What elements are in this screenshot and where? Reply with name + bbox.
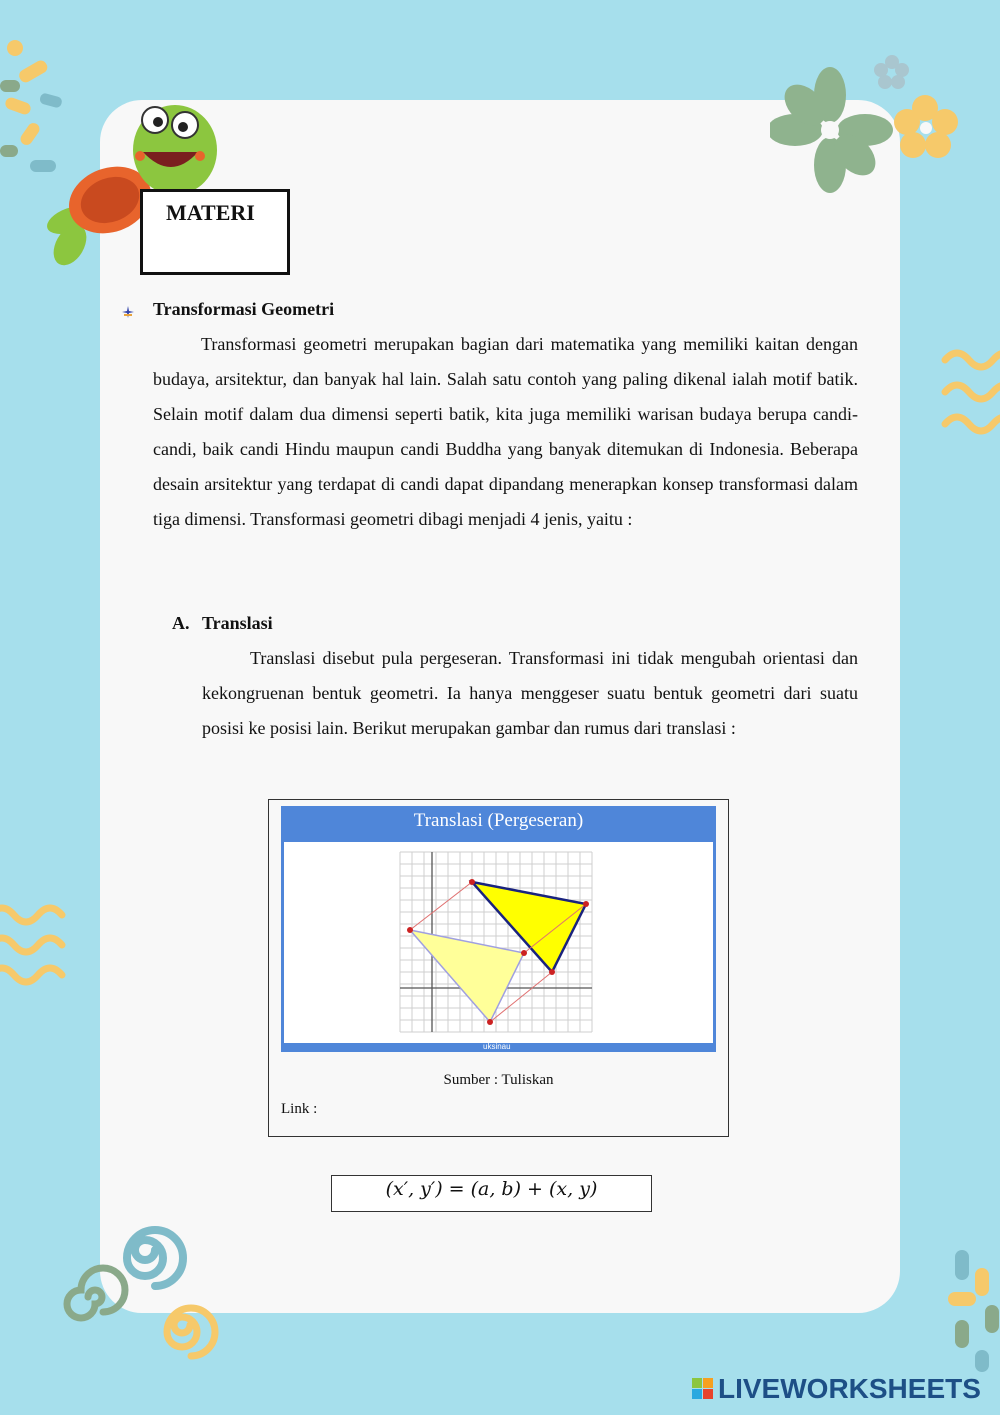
section-title: Transformasi Geometri <box>153 299 335 319</box>
flower-decoration <box>770 40 970 200</box>
swirl-decoration <box>60 1205 230 1375</box>
bullet-icon <box>121 305 135 319</box>
figure-title: Translasi (Pergeseran) <box>413 810 584 831</box>
figure-watermark: uksinau <box>483 1042 511 1051</box>
translation-formula: (x′, y′) = (a, b) + (x, y) <box>385 1178 598 1200</box>
figure-source: Sumber : Tuliskan <box>443 1072 554 1088</box>
materi-label: MATERI <box>166 200 255 225</box>
subsection-marker: A. <box>172 613 190 633</box>
section-paragraph: Transformasi geometri merupakan bagian dari matematika yang memiliki kaitan dengan budaya, arsitektur, dan banyak hal lain. Salah satu contoh yang paling dikenal ialah motif batik. Selain motif dalam dua dimensi seperti batik, kita juga memiliki warisan budaya berupa candi-candi, baik candi Hindu maupun candi Buddha yang banyak ditemukan di Indonesia. Beberapa desain arsitektur yang terdapat di candi dapat dipandang menerapkan konsep transformasi dalam tiga dimensi. Transformasi geometri dibagi menjadi 4 jenis, yaitu : <box>153 334 858 529</box>
subsection-paragraph: Translasi disebut pula pergeseran. Transformasi ini tidak mengubah orientasi dan kekongruenan bentuk geometri. Ia hanya menggeser suatu bentuk geometri dari suatu posisi ke posisi lain. Berikut merupakan gambar dan rumus dari translasi : <box>202 648 858 738</box>
translation-diagram <box>284 842 713 1043</box>
figure-link: Link : <box>281 1101 318 1117</box>
subsection-title: Translasi <box>202 613 273 633</box>
liveworksheets-logo-icon <box>692 1378 714 1400</box>
liveworksheets-brand: LIVEWORKSHEETS <box>718 1373 981 1404</box>
